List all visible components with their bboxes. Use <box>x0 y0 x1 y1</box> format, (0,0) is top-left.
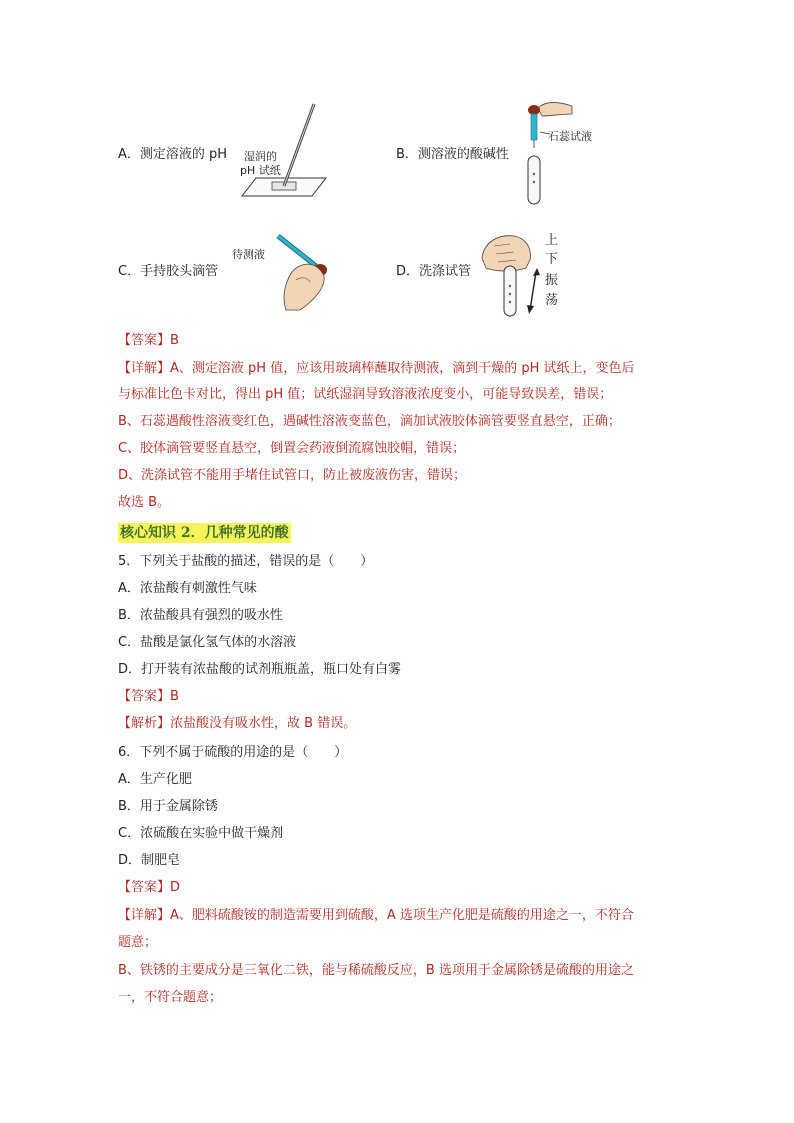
option-d-label: D．洗涤试管 <box>396 264 472 279</box>
answer-value: B <box>170 689 179 704</box>
q6-detail-1 <box>118 907 634 925</box>
option-b-label: B．测溶液的酸碱性 <box>396 147 509 162</box>
q4-detail-1b: 与标准比色卡对比，得出 pH 值；试纸湿润导致溶液浓度变小，可能导致误差，错误； <box>118 387 613 402</box>
q6-stem: 6．下列不属于硫酸的用途的是（ ） <box>118 745 348 760</box>
q6-option-d: D．制肥皂 <box>118 853 181 868</box>
q4-detail-3: C、胶体滴管要竖直悬空，倒置会药液倒流腐蚀胶帽，错误； <box>118 441 466 456</box>
hand-dropper-illustration <box>272 232 340 314</box>
detail-text: A、测定溶液 pH 值，应该用玻璃棒蘸取待测液，滴到干燥的 pH 试纸上，变色后 <box>170 361 635 376</box>
answer-value: D <box>170 880 181 895</box>
detail-text: A、肥料硫酸铵的制造需要用到硫酸，A 选项生产化肥是硫酸的用途之一，不符合 <box>170 908 634 923</box>
answer-tag: 【答案】 <box>118 689 171 704</box>
section-heading: 核心知识 2．几种常见的酸 <box>120 525 289 541</box>
q5-option-c: C．盐酸是氯化氢气体的水溶液 <box>118 635 297 650</box>
up-label: 上 <box>545 233 559 248</box>
q6-option-c: C．浓硫酸在实验中做干燥剂 <box>118 826 284 841</box>
q5-option-a: A．浓盐酸有刺激性气味 <box>118 581 257 596</box>
swing-label: 荡 <box>545 293 559 308</box>
q5-stem: 5．下列关于盐酸的描述，错误的是（ ） <box>118 554 374 569</box>
q6-option-a: A．生产化肥 <box>118 772 192 787</box>
detail-tag: 【详解】 <box>118 361 171 376</box>
q5-answer <box>118 688 179 706</box>
q6-detail-1b: 题意； <box>118 935 158 950</box>
wet-ph-paper-label-2: pH 试纸 <box>240 164 281 177</box>
analysis-text: 浓盐酸没有吸水性，故 B 错误。 <box>170 716 357 731</box>
q4-detail-4: D、洗涤试管不能用手堵住试管口，防止被废液伤害，错误； <box>118 468 467 483</box>
q4-conclusion: 故选 B。 <box>118 495 171 510</box>
shake-label: 振 <box>545 273 559 288</box>
analysis-tag: 【解析】 <box>118 716 171 731</box>
q5-option-b: B．浓盐酸具有强烈的吸水性 <box>118 608 283 623</box>
answer-value: B <box>170 333 179 348</box>
detail-tag: 【详解】 <box>118 908 171 923</box>
q6-detail-2b: 一，不符合题意； <box>118 990 223 1005</box>
test-liquid-label: 待测液 <box>232 248 265 261</box>
litmus-dropper-illustration <box>516 98 596 210</box>
q6-answer <box>118 879 180 897</box>
q4-detail-1 <box>118 360 635 378</box>
q4-answer <box>118 332 179 350</box>
q4-detail-2: B、石蕊遇酸性溶液变红色，遇碱性溶液变蓝色，滴加试液胶体滴管要竖直悬空，正确； <box>118 414 621 429</box>
wet-ph-paper-label: 湿润的 <box>244 150 277 163</box>
q5-analysis <box>118 715 356 733</box>
option-a-label: A．测定溶液的 pH <box>118 147 228 162</box>
answer-tag: 【答案】 <box>118 880 171 895</box>
down-label: 下 <box>545 252 559 267</box>
answer-tag: 【答案】 <box>118 333 171 348</box>
q6-detail-2: B、铁锈的主要成分是三氧化二铁，能与稀硫酸反应，B 选项用于金属除锈是硫酸的用途之 <box>118 963 634 978</box>
option-c-label: C．手持胶头滴管 <box>118 264 219 279</box>
litmus-label: 石蕊试液 <box>548 130 592 143</box>
q5-option-d: D．打开装有浓盐酸的试剂瓶瓶盖，瓶口处有白雾 <box>118 662 402 677</box>
shaking-test-tube-illustration <box>474 228 544 320</box>
q6-option-b: B．用于金属除锈 <box>118 799 218 814</box>
